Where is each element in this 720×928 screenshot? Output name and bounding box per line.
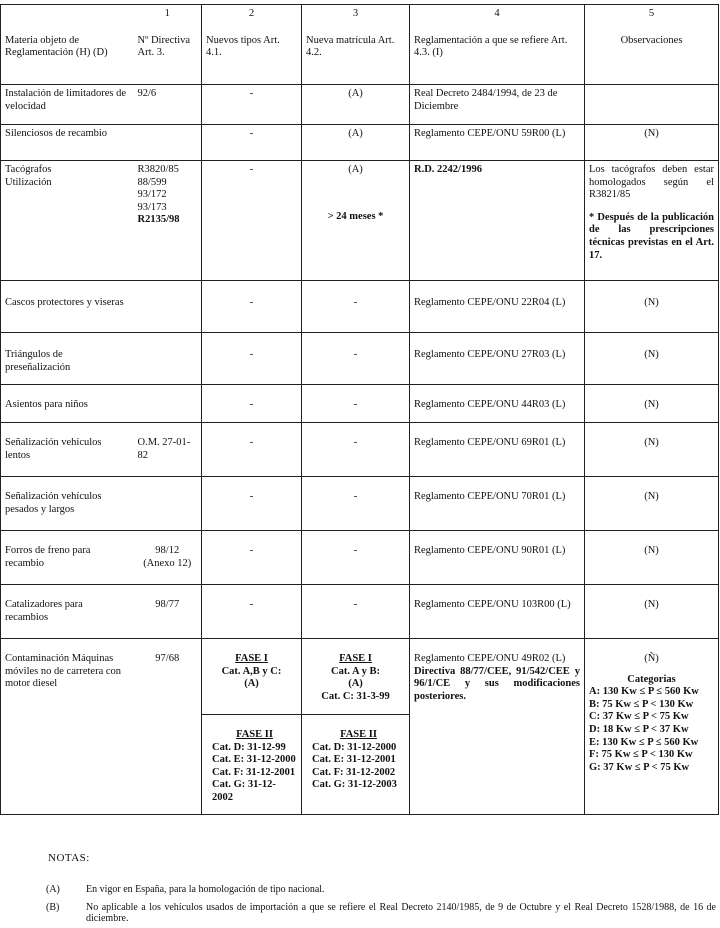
cell-reglamentacion: Real Decreto 2484/1994, de 23 de Diciembre bbox=[410, 85, 585, 125]
cell-nuevos: - bbox=[202, 333, 302, 385]
table-row bbox=[1, 333, 719, 385]
cell-matricula: - bbox=[302, 385, 410, 423]
cell-nuevos: - bbox=[202, 385, 302, 423]
cell-observaciones: (N) bbox=[585, 385, 719, 423]
cell-directiva bbox=[134, 333, 202, 385]
table-row bbox=[1, 161, 719, 281]
table-row bbox=[1, 385, 719, 423]
table-row bbox=[1, 639, 719, 715]
cell-nuevos: - bbox=[202, 423, 302, 477]
note-text: No aplicable a los vehículos usados de importación a que se refiere el Real Decreto 2140/1985, de 9 de Octubre y el Real Decreto 1528/1988, de 16 de diciembre. bbox=[86, 902, 716, 924]
cell-reglamentacion: Reglamento CEPE/ONU 69R01 (L) bbox=[410, 423, 585, 477]
cell-materia: Cascos protectores y viseras bbox=[1, 281, 134, 333]
cell-materia: Asientos para niños bbox=[1, 385, 134, 423]
cell-nuevos: - bbox=[202, 477, 302, 531]
cell-matricula: - bbox=[302, 423, 410, 477]
cell-materia: Silenciosos de recambio bbox=[1, 125, 134, 161]
column-number-4: 4 bbox=[494, 8, 500, 19]
cell-directiva bbox=[134, 477, 202, 531]
table-row bbox=[1, 281, 719, 333]
cell-observaciones: (N) bbox=[585, 333, 719, 385]
cell-observaciones: Los tacógrafos deben estar homologados según el R3821/85 * Después de la publicación de las prescripciones técnicas previstas en el Art. 17. bbox=[585, 161, 719, 281]
column-number-2: 2 bbox=[248, 8, 255, 19]
cell-matricula: (A) > 24 meses * bbox=[302, 161, 410, 281]
cell-matricula: (A) bbox=[302, 125, 410, 161]
header-reglamentacion: 4 Reglamentación a que se refiere Art. 4.3. (I) bbox=[410, 5, 585, 85]
cell-reglamentacion: Reglamento CEPE/ONU 90R01 (L) bbox=[410, 531, 585, 585]
header-nueva-matricula: 3 Nueva matrícula Art. 4.2. bbox=[302, 5, 410, 85]
table-row bbox=[1, 531, 719, 585]
table-row bbox=[1, 85, 719, 125]
cell-materia: Contaminación Máquinas móviles no de carretera con motor diesel bbox=[1, 639, 134, 815]
cell-matricula: - bbox=[302, 281, 410, 333]
cell-nuevos: - bbox=[202, 125, 302, 161]
regulation-table bbox=[0, 4, 719, 815]
cell-reglamentacion: Reglamento CEPE/ONU 103R00 (L) bbox=[410, 585, 585, 639]
cell-matricula: - bbox=[302, 585, 410, 639]
note-key: (A) bbox=[46, 884, 60, 895]
cell-reglamentacion: R.D. 2242/1996 bbox=[410, 161, 585, 281]
cell-matricula: (A) bbox=[302, 85, 410, 125]
cell-nuevos: - bbox=[202, 585, 302, 639]
cell-nuevos: - bbox=[202, 85, 302, 125]
cell-reglamentacion: Reglamento CEPE/ONU 59R00 (L) bbox=[410, 125, 585, 161]
cell-observaciones: (N) bbox=[585, 423, 719, 477]
header-materia: Materia objeto de Reglamentación (H) (D) bbox=[1, 5, 134, 85]
cell-directiva: 97/68 bbox=[134, 639, 202, 815]
cell-directiva: 92/6 bbox=[134, 85, 202, 125]
cell-nuevos: - bbox=[202, 531, 302, 585]
header-nuevos-tipos: 2 Nuevos tipos Art. 4.1. bbox=[202, 5, 302, 85]
cell-materia: Tacógrafos Utilización bbox=[1, 161, 134, 281]
cell-reglamentacion: Reglamento CEPE/ONU 44R03 (L) bbox=[410, 385, 585, 423]
cell-fase1-matricula: FASE I Cat. A y B: (A) Cat. C: 31-3-99 bbox=[302, 639, 410, 715]
cell-materia: Catalizadores para recambios bbox=[1, 585, 134, 639]
categorias-list: A: 130 Kw ≤ P ≤ 560 Kw B: 75 Kw ≤ P < 130 Kw C: 37 Kw ≤ P < 75 Kw D: 18 Kw ≤ P < 37 Kw E: 130 Kw ≤ P ≤ 560 Kw F: 75 Kw ≤ P < 130 Kw G: 37 Kw ≤ P < 75 Kw bbox=[589, 686, 699, 773]
cell-directiva: 98/12 (Anexo 12) bbox=[134, 531, 202, 585]
cell-matricula: - bbox=[302, 477, 410, 531]
cell-nuevos: - bbox=[202, 161, 302, 281]
column-number-3: 3 bbox=[352, 8, 359, 19]
cell-observaciones: (N) bbox=[585, 585, 719, 639]
cell-fase2-nuevos: FASE II Cat. D: 31-12-99 Cat. E: 31-12-2000 Cat. F: 31-12-2001 Cat. G: 31-12- 2002 bbox=[202, 715, 302, 815]
table-row bbox=[1, 585, 719, 639]
cell-materia: Señalización vehículos pesados y largos bbox=[1, 477, 134, 531]
cell-matricula: - bbox=[302, 333, 410, 385]
cell-directiva bbox=[134, 281, 202, 333]
cell-directiva bbox=[134, 385, 202, 423]
header-observaciones: 5 Observaciones bbox=[585, 5, 719, 85]
notes-title: NOTAS: bbox=[48, 852, 90, 864]
table-header-row bbox=[1, 5, 719, 85]
cell-observaciones: (N) bbox=[585, 531, 719, 585]
cell-materia: Triángulos de preseñalización bbox=[1, 333, 134, 385]
cell-observaciones: (N) bbox=[585, 281, 719, 333]
cell-observaciones: (Ñ) Categorias A: 130 Kw ≤ P ≤ 560 Kw B: 75 Kw ≤ P < 130 Kw C: 37 Kw ≤ P < 75 Kw D: 18 Kw ≤ P < 37 Kw E: 130 Kw ≤ P ≤ 560 Kw F: 75 Kw ≤ P < 130 Kw G: 37 Kw ≤ P < 75 Kw bbox=[585, 639, 719, 815]
cell-reglamentacion: Reglamento CEPE/ONU 70R01 (L) bbox=[410, 477, 585, 531]
cell-fase2-matricula: FASE II Cat. D: 31-12-2000 Cat. E: 31-12-2001 Cat. F: 31-12-2002 Cat. G: 31-12-2003 bbox=[302, 715, 410, 815]
cell-directiva: R3820/85 88/599 93/172 93/173 R2135/98 bbox=[134, 161, 202, 281]
cell-reglamentacion: Reglamento CEPE/ONU 49R02 (L) Directiva 88/77/CEE, 91/542/CEE y 96/1/CE y sus modificaciones posteriores. bbox=[410, 639, 585, 815]
cell-materia: Instalación de limitadores de velocidad bbox=[1, 85, 134, 125]
cell-observaciones bbox=[585, 85, 719, 125]
cell-matricula: - bbox=[302, 531, 410, 585]
cell-directiva: O.M. 27-01-82 bbox=[134, 423, 202, 477]
column-number-5: 5 bbox=[648, 8, 655, 19]
cell-observaciones: (N) bbox=[585, 477, 719, 531]
cell-observaciones: (N) bbox=[585, 125, 719, 161]
cell-materia: Forros de freno para recambio bbox=[1, 531, 134, 585]
header-directiva: 1 Nº Directiva Art. 3. bbox=[134, 5, 202, 85]
table-row bbox=[1, 477, 719, 531]
cell-nuevos: - bbox=[202, 281, 302, 333]
note-text: En vigor en España, para la homologación de tipo nacional. bbox=[86, 884, 325, 895]
cell-directiva bbox=[134, 125, 202, 161]
cell-fase1-nuevos: FASE I Cat. A,B y C: (A) bbox=[202, 639, 302, 715]
cell-directiva: 98/77 bbox=[134, 585, 202, 639]
cell-materia: Señalización vehículos lentos bbox=[1, 423, 134, 477]
table-row bbox=[1, 125, 719, 161]
cell-reglamentacion: Reglamento CEPE/ONU 22R04 (L) bbox=[410, 281, 585, 333]
column-number-1: 1 bbox=[164, 8, 170, 19]
note-key: (B) bbox=[46, 902, 60, 913]
cell-reglamentacion: Reglamento CEPE/ONU 27R03 (L) bbox=[410, 333, 585, 385]
table-row bbox=[1, 423, 719, 477]
